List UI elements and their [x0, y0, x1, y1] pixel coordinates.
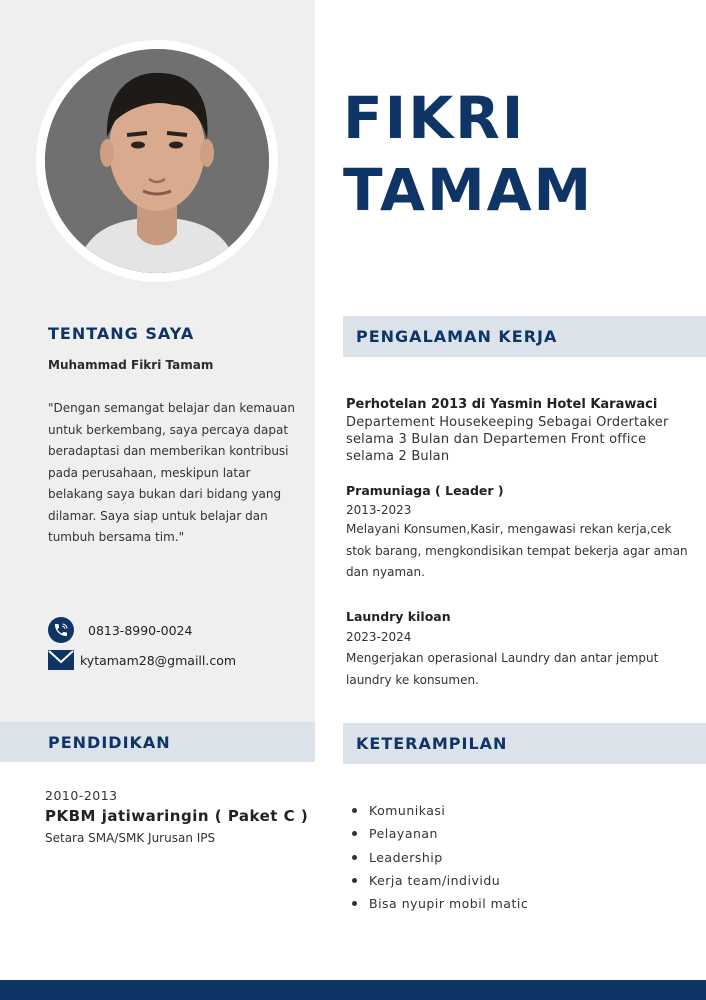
education-school: PKBM jatiwaringin ( Paket C )	[45, 807, 309, 825]
skills-section-header	[343, 723, 706, 764]
profile-photo	[45, 49, 269, 273]
candidate-name	[343, 82, 593, 226]
bullet-icon	[352, 831, 357, 836]
experience-item-description: Departement Housekeeping Sebagai Ordertaker selama 3 Bulan dan Departemen Front office selama 2 Bulan	[346, 415, 669, 464]
envelope-icon	[48, 650, 74, 670]
experience-section-title: PENGALAMAN KERJA	[356, 327, 558, 346]
skill-item: Kerja team/individu	[352, 869, 528, 892]
contact-email	[48, 650, 236, 670]
skill-item: Pelayanan	[352, 822, 528, 845]
experience-section-header	[343, 316, 706, 357]
education-years: 2010-2013	[45, 788, 118, 803]
experience-item-title: Pramuniaga ( Leader )	[346, 483, 504, 498]
experience-item-years: 2023-2024	[346, 630, 412, 644]
education-section-header	[0, 722, 315, 762]
skill-item: Bisa nyupir mobil matic	[352, 892, 528, 915]
person-portrait-icon	[45, 49, 269, 273]
about-section-title: TENTANG SAYA	[48, 324, 195, 343]
education-section-title: PENDIDIKAN	[48, 732, 171, 752]
skills-section-title: KETERAMPILAN	[356, 734, 508, 753]
profile-photo-frame	[36, 40, 278, 282]
bullet-icon	[352, 901, 357, 906]
phone-icon	[48, 617, 74, 643]
bullet-icon	[352, 808, 357, 813]
education-description: Setara SMA/SMK Jurusan IPS	[45, 831, 216, 845]
first-name: FIKRI	[343, 84, 526, 152]
bullet-icon	[352, 855, 357, 860]
experience-item-description: Mengerjakan operasional Laundry dan antar jemput laundry ke konsumen.	[346, 651, 659, 687]
about-description: "Dengan semangat belajar dan kemauan untuk berkembang, saya percaya dapat beradaptasi dan memberikan kontribusi pada perusahaan, meskipun latar belakang saya bukan dari bidang yang dilamar. Saya siap untuk belajar dan tumbuh bersama tim."	[48, 401, 295, 544]
about-full-name: Muhammad Fikri Tamam	[48, 358, 214, 372]
experience-item-title: Laundry kiloan	[346, 609, 451, 624]
footer-bar	[0, 980, 706, 1000]
contact-phone	[48, 617, 192, 643]
experience-item-title: Perhotelan 2013 di Yasmin Hotel Karawaci	[346, 397, 658, 412]
skills-list	[352, 799, 528, 915]
bullet-icon	[352, 878, 357, 883]
email-address: kytamam28@gmaill.com	[80, 652, 237, 668]
skill-item: Komunikasi	[352, 799, 528, 822]
last-name: TAMAM	[343, 156, 594, 224]
experience-item-years: 2013-2023	[346, 503, 412, 517]
skill-item: Leadership	[352, 846, 528, 869]
experience-item-description: Melayani Konsumen,Kasir, mengawasi rekan kerja,cek stok barang, mengkondisikan tempat bekerja agar aman dan nyaman.	[346, 522, 688, 579]
phone-number: 0813-8990-0024	[88, 622, 193, 638]
